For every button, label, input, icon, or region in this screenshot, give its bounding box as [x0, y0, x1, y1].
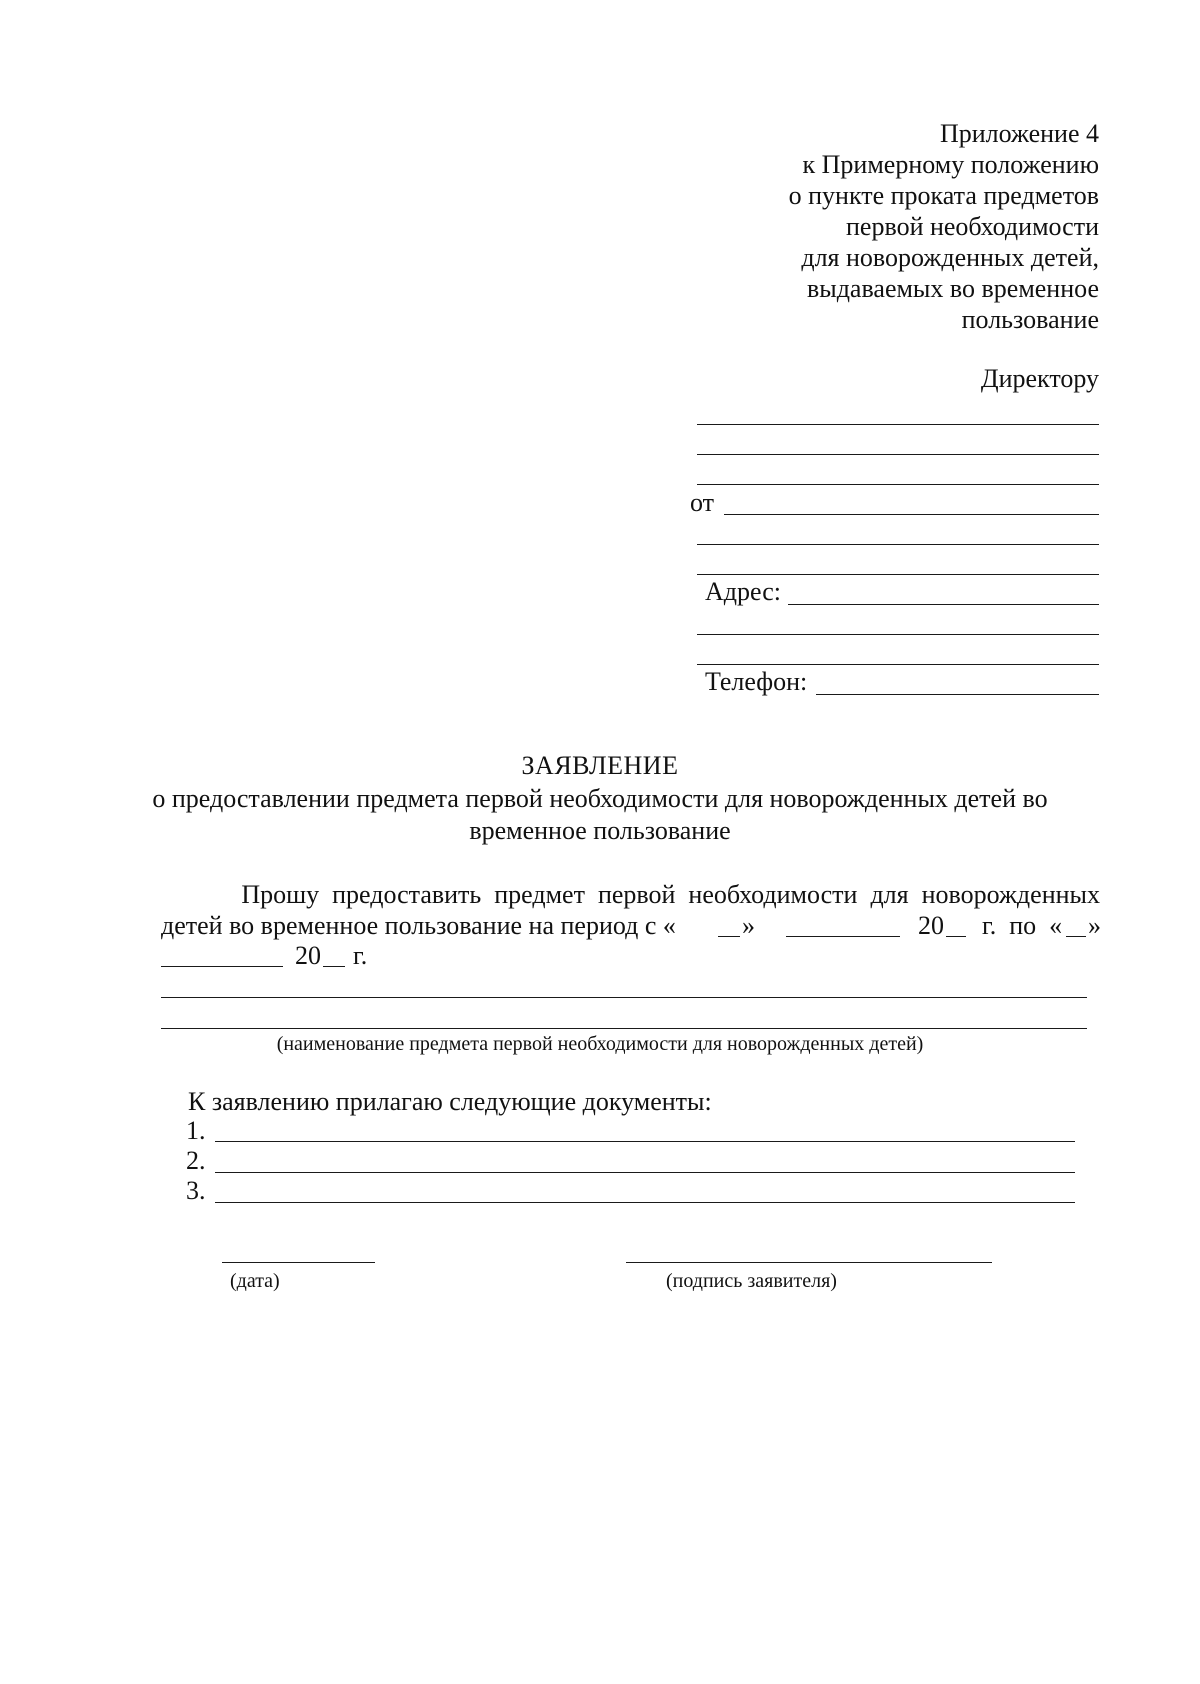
appendix-line: пользование [961, 305, 1099, 334]
title-subtitle-line-2: временное пользование [469, 816, 731, 845]
end-year-suffix: г. [353, 941, 368, 970]
appendix-line: выдаваемых во временное [806, 274, 1099, 303]
attachment-line-1[interactable] [215, 1141, 1075, 1142]
item-caption: (наименование предмета первой необходимости для новорожденных детей) [276, 1033, 924, 1055]
end-year-prefix: 20 [295, 941, 321, 970]
appendix-line: первой необходимости [846, 212, 1099, 241]
start-day-field[interactable] [718, 936, 740, 937]
director-name-line-3[interactable] [697, 484, 1099, 485]
date-line[interactable] [222, 1262, 375, 1263]
title-word: ЗАЯВЛЕНИЕ [521, 751, 679, 780]
item-name-line-1[interactable] [161, 997, 1087, 998]
address-label: Адрес: [705, 577, 781, 606]
attachments-intro: К заявлению прилагаю следующие документы: [188, 1087, 712, 1116]
appendix-line: к Примерному положению [802, 150, 1099, 179]
applicant-name-line-1[interactable] [724, 514, 1099, 515]
title-subtitle-line-1: о предоставлении предмета первой необходимости для новорожденных детей во [152, 784, 1048, 813]
signature-line[interactable] [626, 1262, 992, 1263]
phone-line[interactable] [816, 694, 1099, 695]
attachment-number-2: 2. [186, 1146, 206, 1175]
phone-label: Телефон: [705, 667, 808, 696]
address-line-1[interactable] [788, 604, 1099, 605]
appendix-line: о пункте проката предметов [788, 181, 1099, 210]
item-name-line-2[interactable] [161, 1028, 1087, 1029]
start-year-field[interactable] [946, 936, 966, 937]
appendix-header [789, 118, 1099, 335]
address-line-3[interactable] [697, 664, 1099, 665]
request-until-text: г. по « [982, 911, 1063, 940]
address-line-2[interactable] [697, 634, 1099, 635]
applicant-name-line-2[interactable] [697, 544, 1099, 545]
appendix-line: для новорожденных детей, [801, 243, 1099, 272]
director-name-line-1[interactable] [697, 424, 1099, 425]
request-quote-close: » [742, 911, 755, 940]
attachment-number-1: 1. [186, 1116, 206, 1145]
attachment-line-2[interactable] [215, 1172, 1075, 1173]
request-line-1: Прошу предоставить предмет первой необходимости для новорожденных [241, 880, 1100, 909]
start-year-prefix: 20 [918, 911, 944, 940]
end-day-field[interactable] [1066, 936, 1086, 937]
signature-caption: (подпись заявителя) [666, 1270, 837, 1292]
to-director-label: Директору [980, 364, 1099, 393]
appendix-line: Приложение 4 [939, 119, 1099, 148]
end-year-field[interactable] [323, 966, 345, 967]
request-period-text: детей во временное пользование на период с « [161, 911, 676, 940]
attachment-line-3[interactable] [215, 1202, 1075, 1203]
director-name-line-2[interactable] [697, 454, 1099, 455]
request-quote-close-2: » [1088, 911, 1101, 940]
date-caption: (дата) [230, 1270, 280, 1292]
start-month-field[interactable] [786, 936, 900, 937]
applicant-name-line-3[interactable] [697, 574, 1099, 575]
from-label: от [690, 488, 715, 517]
end-month-field[interactable] [161, 966, 283, 967]
attachment-number-3: 3. [186, 1176, 206, 1205]
